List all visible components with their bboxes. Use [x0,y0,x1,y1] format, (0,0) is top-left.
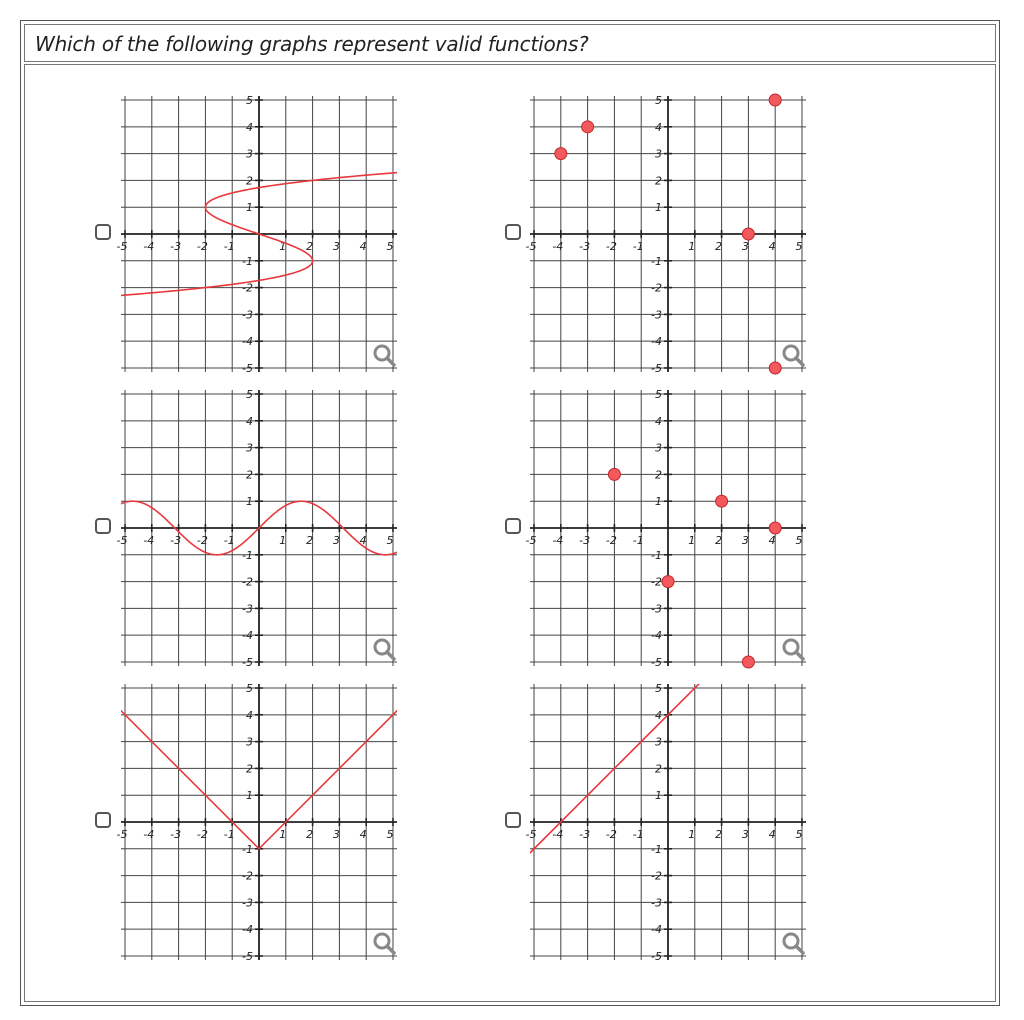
y-tick-label: 5 [246,388,253,402]
x-tick-label: 5 [386,534,394,547]
magnifier-icon[interactable] [780,636,806,662]
y-tick-label: 3 [655,441,662,455]
graph-point [742,656,754,668]
y-tick-label: -2 [651,575,662,589]
graph-points-a [525,94,806,375]
x-tick-label: -4 [143,240,155,253]
y-tick-label: -3 [651,896,662,910]
x-tick-label: 2 [306,534,314,547]
x-tick-label: -4 [552,828,564,841]
x-tick-label: 1 [279,534,287,547]
y-tick-label: -2 [651,281,662,295]
y-tick-label: 5 [655,682,662,696]
y-tick-label: -5 [651,361,662,375]
y-tick-label: 5 [655,94,662,108]
x-tick-label: -2 [605,828,617,841]
y-tick-label: -2 [242,869,253,883]
question-text: Which of the following graphs represent valid functions? [35,32,589,56]
y-tick-label: 3 [246,147,253,161]
x-tick-label: 3 [332,534,340,547]
x-tick-label: 2 [715,534,723,547]
y-tick-label: 4 [246,414,253,428]
option-checkbox-points-b[interactable] [505,518,521,534]
magnifier-icon[interactable] [371,342,397,368]
y-tick-label: 2 [246,468,253,482]
x-tick-label: 2 [715,828,723,841]
option-checkbox-sideways-cubic[interactable] [95,224,111,240]
x-tick-label: 5 [795,534,803,547]
x-tick-label: -5 [116,534,128,547]
x-tick-label: 4 [768,240,776,253]
y-tick-label: 4 [655,414,662,428]
y-tick-label: 3 [246,735,253,749]
magnifier-icon[interactable] [780,342,806,368]
x-tick-label: -2 [196,240,208,253]
y-tick-label: 5 [655,388,662,402]
x-tick-label: -2 [196,828,208,841]
x-tick-label: -3 [170,828,182,841]
x-tick-label: -3 [579,828,591,841]
y-tick-label: -2 [242,575,253,589]
x-tick-label: 3 [741,240,749,253]
y-tick-label: -4 [242,335,253,349]
x-tick-label: -5 [525,240,537,253]
y-tick-label: 1 [655,789,662,803]
y-tick-label: -3 [242,896,253,910]
x-tick-label: 4 [359,240,367,253]
y-tick-label: 3 [246,441,253,455]
x-tick-label: 1 [279,240,287,253]
y-tick-label: 2 [246,174,253,188]
x-tick-label: -1 [632,240,644,253]
y-tick-label: -3 [651,602,662,616]
x-tick-label: 1 [688,240,696,253]
y-tick-label: -1 [242,548,253,562]
x-tick-label: -5 [525,534,537,547]
y-tick-label: 3 [655,735,662,749]
x-tick-label: -5 [525,828,537,841]
x-tick-label: 1 [279,828,287,841]
x-tick-label: -1 [632,534,644,547]
option-checkbox-points-a[interactable] [505,224,521,240]
x-tick-label: 1 [688,828,696,841]
x-tick-label: -2 [605,240,617,253]
y-tick-label: 1 [655,201,662,215]
x-tick-label: 5 [386,828,394,841]
x-tick-label: 4 [768,534,776,547]
x-tick-label: 3 [741,828,749,841]
graph-point [608,468,620,480]
y-tick-label: 2 [655,762,662,776]
x-tick-label: 4 [359,828,367,841]
y-tick-label: 2 [655,174,662,188]
graph-points-b [525,388,806,669]
x-tick-label: 5 [386,240,394,253]
y-tick-label: 1 [246,789,253,803]
y-tick-label: 1 [246,201,253,215]
y-tick-label: -4 [242,629,253,643]
x-tick-label: -1 [223,828,235,841]
y-tick-label: 5 [246,682,253,696]
x-tick-label: -4 [143,534,155,547]
y-tick-label: 1 [246,495,253,509]
x-tick-label: -1 [223,534,235,547]
y-tick-label: -4 [651,923,662,937]
x-tick-label: -1 [632,828,644,841]
x-tick-label: -3 [579,534,591,547]
x-tick-label: 5 [795,240,803,253]
option-checkbox-line[interactable] [505,812,521,828]
y-tick-label: -4 [651,629,662,643]
y-tick-label: 4 [246,120,253,134]
y-tick-label: 2 [246,762,253,776]
x-tick-label: -2 [196,534,208,547]
magnifier-icon[interactable] [780,930,806,956]
graph-abs-value [116,682,397,963]
y-tick-label: 1 [655,495,662,509]
x-tick-label: 4 [359,534,367,547]
option-checkbox-sine-wave[interactable] [95,518,111,534]
y-tick-label: -3 [242,308,253,322]
y-tick-label: -5 [242,949,253,963]
graph-point [742,228,754,240]
graph-line [525,682,806,963]
graph-point [769,94,781,106]
x-tick-label: -4 [552,240,564,253]
x-tick-label: 4 [768,828,776,841]
x-tick-label: 2 [306,240,314,253]
y-tick-label: -1 [651,842,662,856]
graph-point [769,522,781,534]
y-tick-label: -3 [651,308,662,322]
y-tick-label: -1 [242,842,253,856]
y-tick-label: -5 [242,655,253,669]
y-tick-label: -2 [651,869,662,883]
graph-curve [529,672,711,854]
magnifier-icon[interactable] [371,930,397,956]
y-tick-label: 4 [655,120,662,134]
x-tick-label: -4 [552,534,564,547]
x-tick-label: -5 [116,828,128,841]
x-tick-label: -4 [143,828,155,841]
option-checkbox-abs-value[interactable] [95,812,111,828]
x-tick-label: 2 [306,828,314,841]
x-tick-label: -3 [170,240,182,253]
graph-point [555,148,567,160]
magnifier-icon[interactable] [371,636,397,662]
graph-sideways-cubic [116,94,397,375]
x-tick-label: -5 [116,240,128,253]
y-tick-label: -5 [242,361,253,375]
x-tick-label: 3 [332,828,340,841]
y-tick-label: -4 [242,923,253,937]
graph-point [716,495,728,507]
x-tick-label: -3 [579,240,591,253]
x-tick-label: -2 [605,534,617,547]
y-tick-label: 2 [655,468,662,482]
y-tick-label: 4 [246,708,253,722]
y-tick-label: -3 [242,602,253,616]
y-tick-label: -2 [242,281,253,295]
x-tick-label: 1 [688,534,696,547]
x-tick-label: 5 [795,828,803,841]
y-tick-label: -1 [651,254,662,268]
graph-point [662,576,674,588]
x-tick-label: -3 [170,534,182,547]
y-tick-label: -1 [242,254,253,268]
graph-point [582,121,594,133]
x-tick-label: 3 [332,240,340,253]
y-tick-label: 5 [246,94,253,108]
x-tick-label: -1 [223,240,235,253]
y-tick-label: 3 [655,147,662,161]
graph-sine-wave [116,388,397,669]
y-tick-label: -1 [651,548,662,562]
y-tick-label: -4 [651,335,662,349]
y-tick-label: 4 [655,708,662,722]
x-tick-label: 3 [741,534,749,547]
y-tick-label: -5 [651,655,662,669]
x-tick-label: 2 [715,240,723,253]
question-header [24,24,996,62]
y-tick-label: -5 [651,949,662,963]
